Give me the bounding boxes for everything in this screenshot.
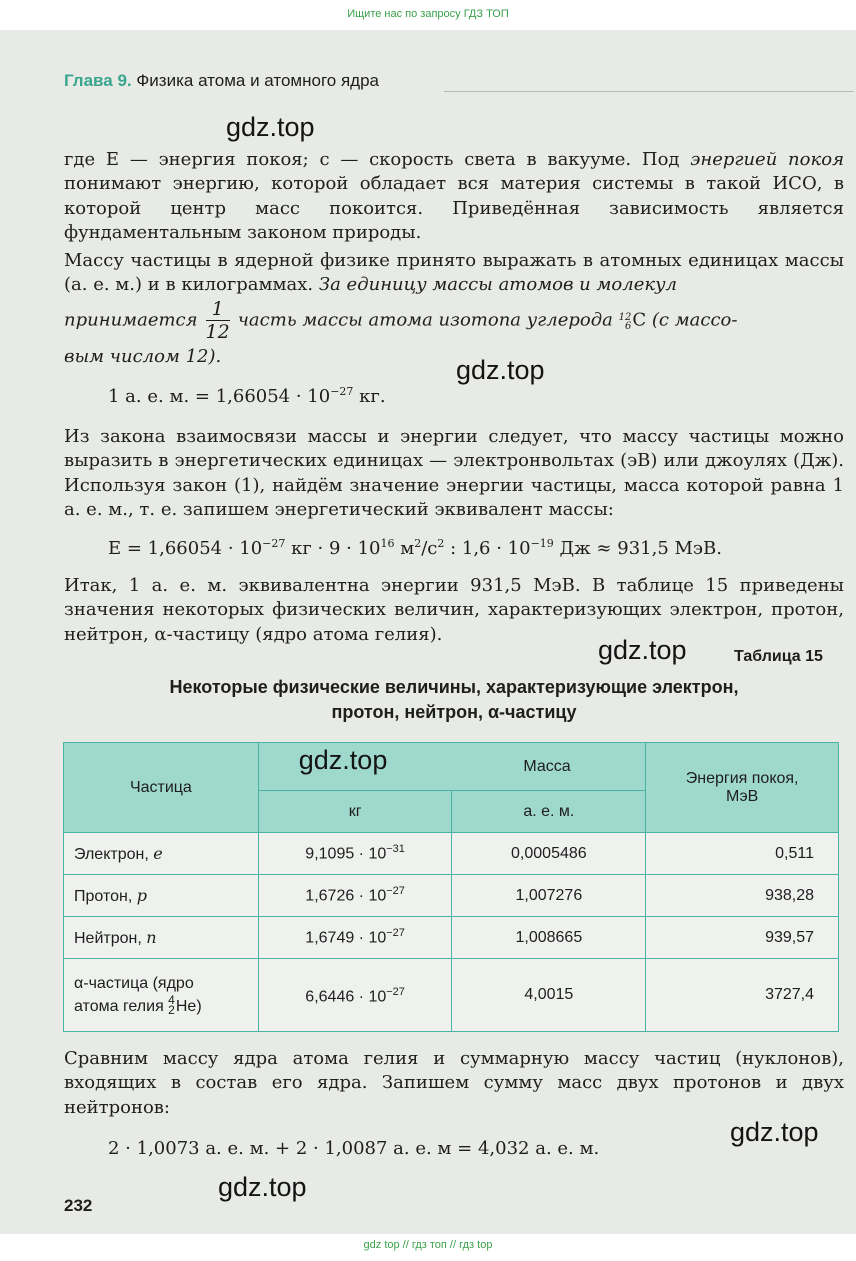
watermark: gdz.top [298,745,388,775]
paragraph-amu-intro: Массу частицы в ядерной физике принято выражать в атомных единицах массы (а. е. м.) и в килограммах. За единицу массы атомов и молекул [64,250,844,296]
table-row: Протон, p $1,6726 \cdot 10^{-27}$ 1,007276 938,28 [64,875,839,917]
table-title: Некоторые физические величины, характеризующие электрон, протон, нейтрон, α-частицу [169,677,739,722]
header-rule [444,91,854,92]
table-label: Таблица 15 [734,648,823,665]
watermark: gdz.top [218,1172,307,1202]
table-row: Нейтрон, n $1,6749 \cdot 10^{-27}$ 1,008665 939,57 [64,917,839,959]
table-row: α-частица (ядро атома гелия 4 2 He) $6,6446 \cdot 10^{-27}$ 4,0015 3727,4 [64,959,839,1032]
header-amu: а. е. м. [452,791,646,833]
carbon-isotope: 12 6 [618,311,632,332]
header-mass: gdz.top Масса [258,743,645,791]
equation-nucleon-sum: 2 · 1,0073 а. е. м. + 2 · 1,0087 а. е. м = 4,032 а. е. м. [108,1138,600,1159]
particles-table [63,742,839,1032]
table-header-row [64,743,839,791]
paragraph-rest-energy: где E — энергия покоя; c — скорость света в вакууме. Под энергией покоя понимают энергию, которой обладает вся материя системы в такой ИСО, в которой центр масс покоится. Приведённая зависимость является фундаментальным законом природы. [64,149,844,244]
paragraph-table-intro: Итак, 1 а. е. м. эквивалентна энергии 931,5 МэВ. В таблице 15 приведены значения некоторых физических величин, характеризующих электрон, протон, нейтрон, α-частицу (ядро атома гелия). [64,575,844,645]
chapter-header [64,71,379,97]
header-energy: Энергия покоя, МэВ [646,743,839,833]
paragraph-helium-comparison: Сравним массу ядра атома гелия и суммарную массу частиц (нуклонов), входящих в состав его ядра. Запишем сумму масс двух протонов и двух нейтронов: [64,1048,844,1118]
definition-line-end: вым числом 12). [64,346,222,367]
header-particle: Частица [64,743,259,833]
watermark: gdz.top [226,112,315,142]
equation-amu-kg: 1 а. е. м. = $1,66054 \cdot 10^{-27}$ кг. [108,385,386,407]
paragraph-mass-energy: Из закона взаимосвязи массы и энергии следует, что массу частицы можно выразить в энергетических единицах — электронвольтах (эВ) или джоулях (Дж). Используя закон (1), найдём значение энергии частицы, масса которой равна 1 а. е. м., т. е. запишем энергетический эквивалент массы: [64,426,844,521]
watermark: gdz.top [598,635,687,665]
fraction-one-twelfth: $\frac{1}{12}$ [205,298,230,343]
page-number: 232 [64,1196,93,1215]
bottom-banner: gdz top // гдз топ // гдз top [0,1234,856,1261]
definition-line: принимается $\frac{1}{12}$ часть массы атома изотопа углерода 12 6 C (с массо- [64,298,738,343]
chapter-number: Глава 9. [64,71,132,90]
header-kg: кг [258,791,452,833]
table-row: Электрон, e $9,1095 \cdot 10^{-31}$ 0,0005486 0,511 [64,833,839,875]
equation-energy: $E = 1,66054 \cdot 10^{-27}$ кг · $9 \cdot 10^{16}$ $м^2/c^2$ : $1,6 \cdot 10^{-19}$ Дж ≈ 931,5 МэВ. [108,537,722,559]
watermark: gdz.top [730,1117,819,1147]
chapter-title: Физика атома и атомного ядра [136,71,379,90]
watermark: gdz.top [456,355,545,385]
helium-isotope: 4 2 [168,992,175,1017]
top-banner: Ищите нас по запросу ГДЗ ТОП [0,0,856,30]
